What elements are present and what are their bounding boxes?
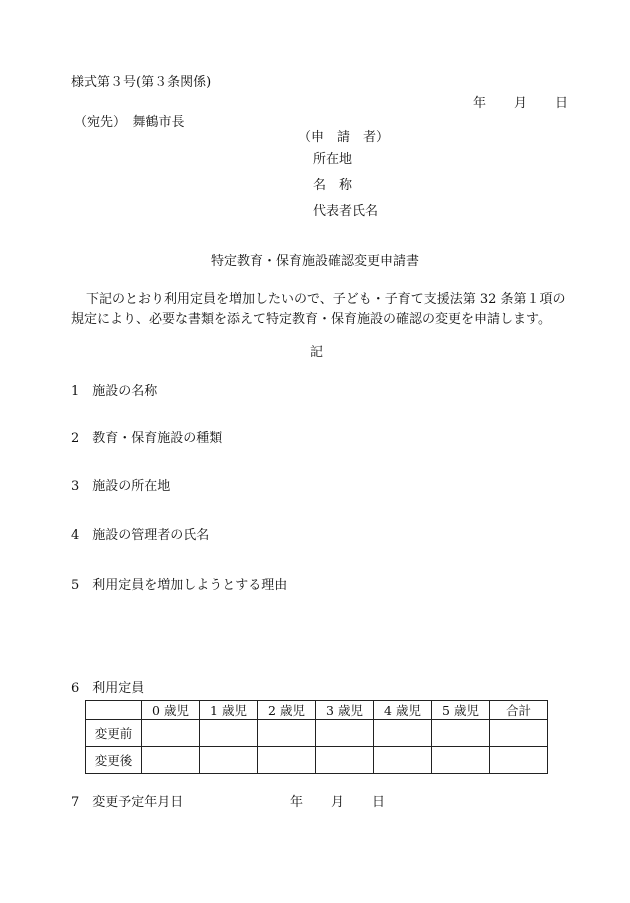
column-header: 合計	[490, 701, 548, 720]
capacity-cell[interactable]	[316, 747, 374, 774]
item-5-increase-reason: 5 利用定員を増加しようとする理由	[71, 578, 288, 593]
applicant-name-label: 名 称	[313, 178, 353, 193]
capacity-table	[85, 700, 548, 774]
capacity-cell[interactable]	[374, 720, 432, 747]
table-row	[86, 720, 548, 747]
document-title: 特定教育・保育施設確認変更申請書	[211, 254, 420, 269]
addressee: （宛先） 舞鶴市長	[74, 115, 185, 130]
applicant-heading: （申 請 者）	[298, 130, 390, 145]
date-day: 日	[555, 96, 569, 111]
capacity-cell[interactable]	[432, 747, 490, 774]
item-3-facility-address: 3 施設の所在地	[71, 479, 171, 494]
capacity-cell[interactable]	[316, 720, 374, 747]
capacity-cell[interactable]	[258, 720, 316, 747]
capacity-cell[interactable]	[200, 720, 258, 747]
change-date-day: 日	[372, 795, 386, 810]
form-number: 様式第３号(第３条関係)	[71, 75, 212, 90]
capacity-cell[interactable]	[490, 747, 548, 774]
capacity-cell[interactable]	[142, 747, 200, 774]
item-2-facility-type: 2 教育・保育施設の種類	[71, 431, 223, 446]
row-label-before-change: 変更前	[86, 720, 142, 747]
column-header: 2 歳児	[258, 701, 316, 720]
column-header: 0 歳児	[142, 701, 200, 720]
column-header: 5 歳児	[432, 701, 490, 720]
applicant-address-label: 所在地	[313, 152, 353, 167]
capacity-table-header-row	[86, 701, 548, 720]
row-label-after-change: 変更後	[86, 747, 142, 774]
item-4-manager-name: 4 施設の管理者の氏名	[71, 528, 210, 543]
capacity-cell[interactable]	[142, 720, 200, 747]
capacity-cell[interactable]	[374, 747, 432, 774]
body-text-line-1: 下記のとおり利用定員を増加したいので、子ども・子育て支援法第 32 条第１項の	[86, 292, 566, 307]
change-date-fields	[290, 795, 385, 811]
date-year: 年	[473, 96, 487, 111]
column-header: 1 歳児	[200, 701, 258, 720]
item-6-capacity: 6 利用定員	[71, 681, 145, 696]
item-1-facility-name: 1 施設の名称	[71, 384, 158, 399]
date-line	[473, 96, 568, 112]
body-text-line-2: 規定により、必要な書類を添えて特定教育・保育施設の確認の変更を申請します。	[71, 312, 551, 327]
capacity-cell[interactable]	[432, 720, 490, 747]
capacity-cell[interactable]	[258, 747, 316, 774]
table-row	[86, 747, 548, 774]
ki-heading: 記	[310, 345, 324, 360]
column-header: 4 歳児	[374, 701, 432, 720]
change-date-year: 年	[290, 795, 304, 810]
date-month: 月	[514, 96, 528, 111]
capacity-cell[interactable]	[490, 720, 548, 747]
applicant-representative-label: 代表者氏名	[313, 204, 379, 219]
change-date-month: 月	[331, 795, 345, 810]
item-7-change-date: 7 変更予定年月日	[71, 795, 184, 810]
capacity-table-corner	[86, 701, 142, 720]
capacity-cell[interactable]	[200, 747, 258, 774]
column-header: 3 歳児	[316, 701, 374, 720]
